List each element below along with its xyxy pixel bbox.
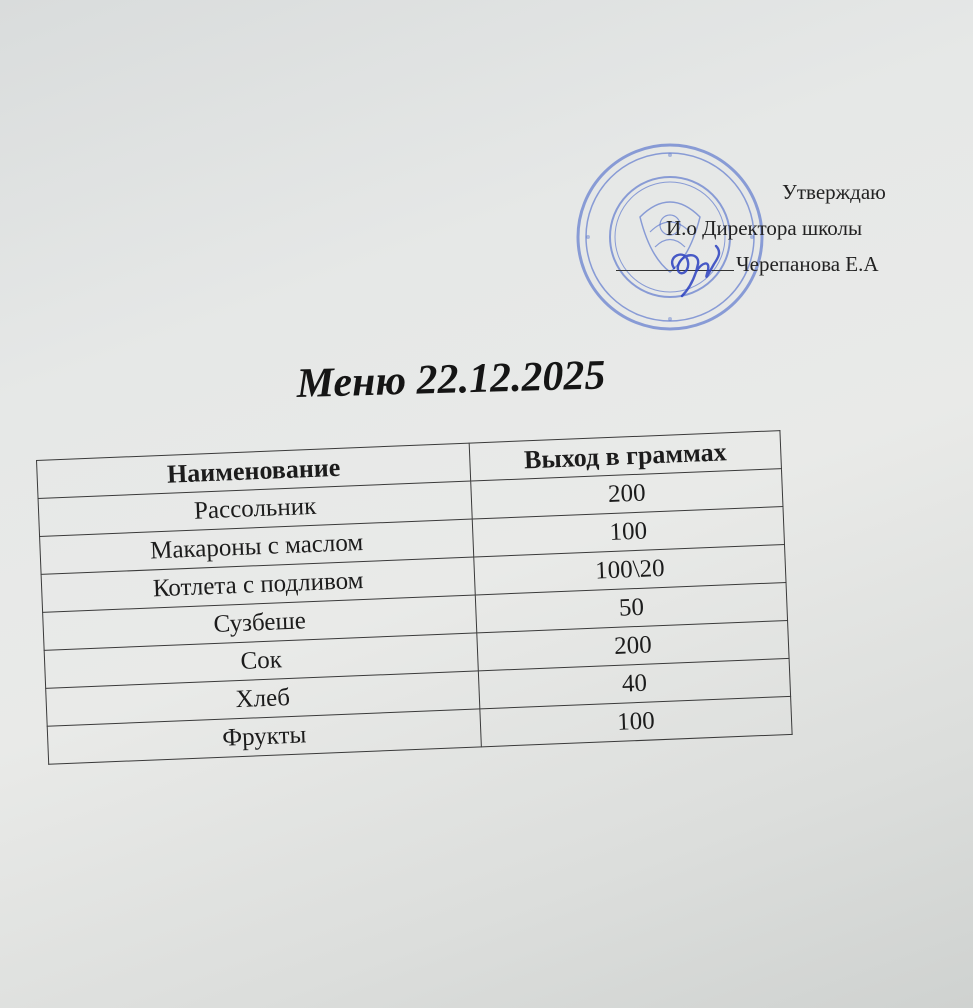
menu-table-container [36,430,793,765]
column-header-qty: Выход в граммах [469,431,781,481]
dish-name: Котлета с подливом [41,557,475,612]
approval-position: И.о Директора школы [666,216,863,240]
approval-title: Утверждаю [782,180,886,204]
dish-qty: 100\20 [474,545,786,595]
dish-qty: 200 [477,620,789,670]
approval-block [600,172,940,352]
handwritten-signature [656,238,746,298]
column-header-name: Наименование [37,443,471,498]
dish-name: Сузбеше [43,595,477,650]
dish-qty: 100 [480,696,792,746]
dish-qty: 100 [472,507,784,557]
dish-name: Макароны с маслом [40,519,474,574]
dish-name: Хлеб [46,671,480,726]
dish-name: Сок [44,633,478,688]
dish-qty: 50 [475,582,787,632]
menu-title: Меню 22.12.2025 [296,352,607,407]
dish-qty: 200 [471,469,783,519]
dish-qty: 40 [478,658,790,708]
dish-name: Рассольник [38,481,472,536]
dish-name: Фрукты [47,709,481,764]
approver-name: Черепанова Е.А [736,252,879,276]
menu-table [36,430,793,765]
